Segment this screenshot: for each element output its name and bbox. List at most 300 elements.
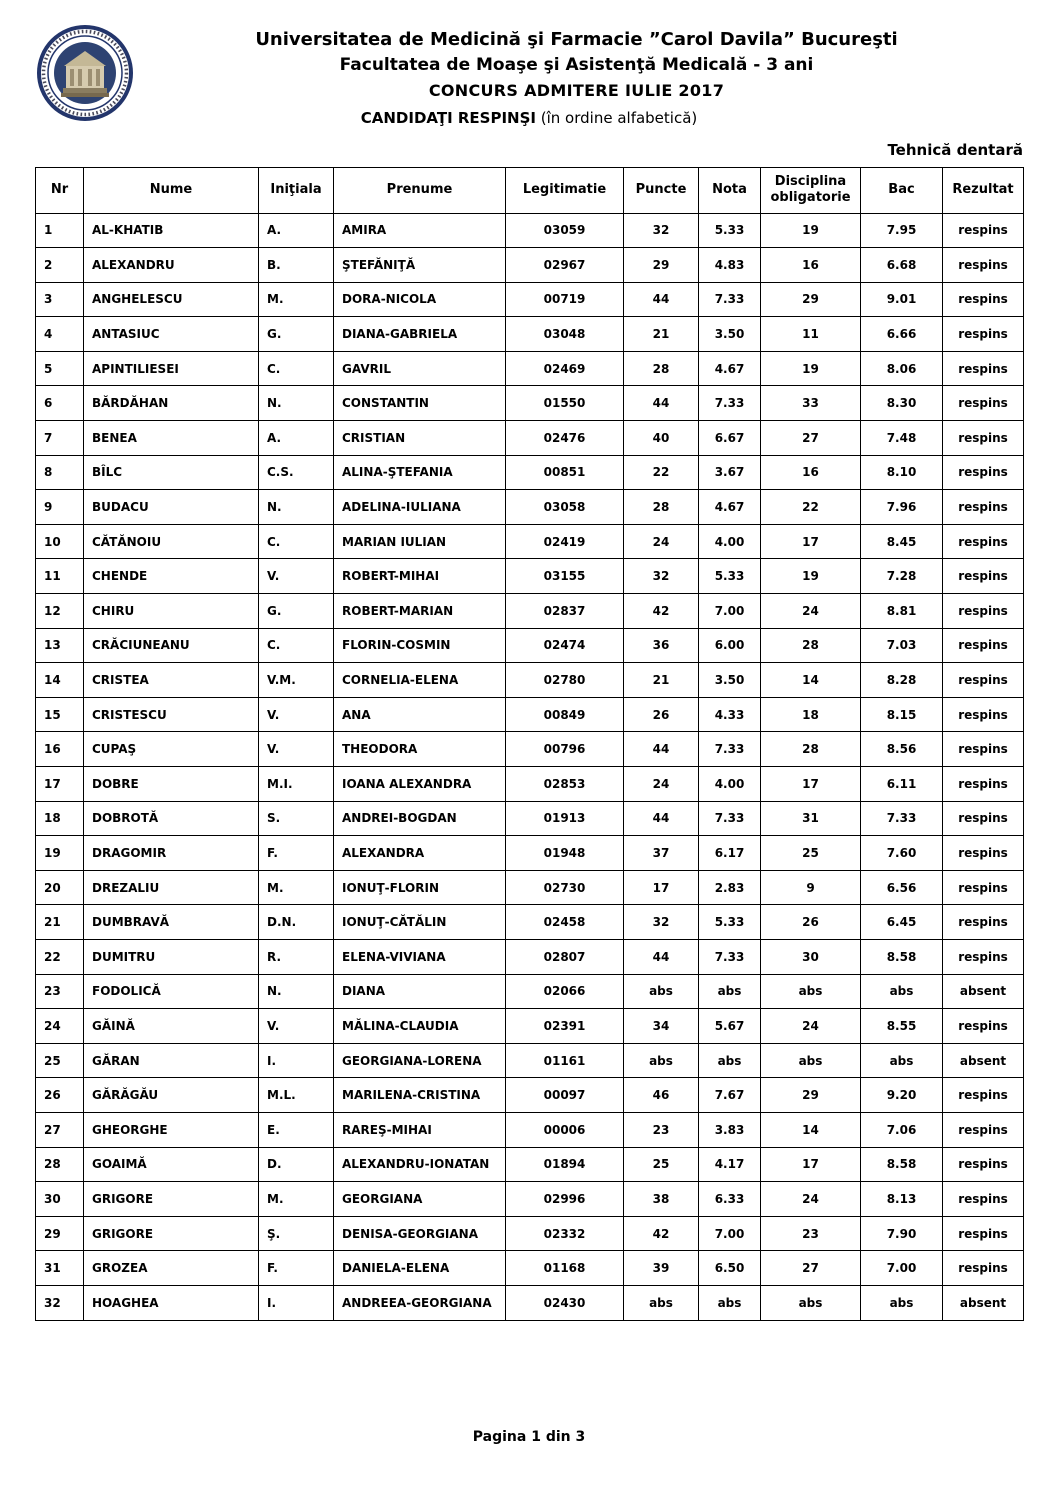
cell-nume: BÎLC <box>84 455 259 490</box>
cell-nr: 8 <box>36 455 84 490</box>
cell-prenume: MARILENA-CRISTINA <box>334 1078 506 1113</box>
cell-legitimatie: 02332 <box>506 1216 624 1251</box>
cell-rezultat: respins <box>943 697 1024 732</box>
cell-nr: 11 <box>36 559 84 594</box>
cell-nota: 4.67 <box>699 351 761 386</box>
cell-nr: 22 <box>36 939 84 974</box>
cell-nr: 27 <box>36 1112 84 1147</box>
table-body <box>36 213 1024 1320</box>
cell-nr: 1 <box>36 213 84 248</box>
cell-prenume: ANDREEA-GEORGIANA <box>334 1285 506 1320</box>
cell-nr: 30 <box>36 1182 84 1217</box>
cell-nume: GOAIMĂ <box>84 1147 259 1182</box>
cell-nume: DUMBRAVĂ <box>84 905 259 940</box>
cell-rezultat: respins <box>943 939 1024 974</box>
cell-initiala: C. <box>259 524 334 559</box>
cell-puncte: 42 <box>624 594 699 629</box>
table-row <box>36 248 1024 283</box>
cell-initiala: G. <box>259 594 334 629</box>
cell-prenume: ALINA-ŞTEFANIA <box>334 455 506 490</box>
table-row <box>36 628 1024 663</box>
cell-nota: 4.83 <box>699 248 761 283</box>
cell-puncte: 21 <box>624 317 699 352</box>
table-row <box>36 1182 1024 1217</box>
cell-initiala: M.L. <box>259 1078 334 1113</box>
cell-bac: abs <box>861 974 943 1009</box>
cell-initiala: F. <box>259 1251 334 1286</box>
cell-bac: 7.00 <box>861 1251 943 1286</box>
cell-nota: 4.00 <box>699 524 761 559</box>
table-row <box>36 767 1024 802</box>
cell-rezultat: respins <box>943 248 1024 283</box>
cell-legitimatie: 01894 <box>506 1147 624 1182</box>
cell-legitimatie: 00006 <box>506 1112 624 1147</box>
cell-disciplina-obligatorie: 27 <box>761 421 861 456</box>
col-header-prenume: Prenume <box>334 167 506 213</box>
cell-rezultat: respins <box>943 732 1024 767</box>
cell-nr: 12 <box>36 594 84 629</box>
cell-nr: 23 <box>36 974 84 1009</box>
col-header-legitimatie: Legitimatie <box>506 167 624 213</box>
table-row <box>36 697 1024 732</box>
cell-disciplina-obligatorie: abs <box>761 1285 861 1320</box>
cell-nr: 32 <box>36 1285 84 1320</box>
cell-rezultat: respins <box>943 1216 1024 1251</box>
cell-nota: 6.67 <box>699 421 761 456</box>
cell-initiala: V. <box>259 1009 334 1044</box>
cell-nota: 5.33 <box>699 905 761 940</box>
cell-bac: 6.56 <box>861 870 943 905</box>
cell-nume: BUDACU <box>84 490 259 525</box>
cell-nota: 5.67 <box>699 1009 761 1044</box>
cell-prenume: THEODORA <box>334 732 506 767</box>
table-row <box>36 870 1024 905</box>
cell-puncte: 44 <box>624 801 699 836</box>
cell-rezultat: respins <box>943 1182 1024 1217</box>
cell-prenume: MARIAN IULIAN <box>334 524 506 559</box>
cell-nr: 17 <box>36 767 84 802</box>
cell-puncte: 36 <box>624 628 699 663</box>
cell-disciplina-obligatorie: 29 <box>761 282 861 317</box>
cell-nota: abs <box>699 1285 761 1320</box>
cell-nota: 6.33 <box>699 1182 761 1217</box>
col-header-bac: Bac <box>861 167 943 213</box>
cell-nr: 25 <box>36 1043 84 1078</box>
cell-prenume: ALEXANDRA <box>334 836 506 871</box>
cell-disciplina-obligatorie: 24 <box>761 1009 861 1044</box>
cell-legitimatie: 02837 <box>506 594 624 629</box>
cell-bac: 7.03 <box>861 628 943 663</box>
cell-nr: 7 <box>36 421 84 456</box>
cell-nota: 7.33 <box>699 386 761 421</box>
cell-rezultat: respins <box>943 386 1024 421</box>
cell-puncte: 42 <box>624 1216 699 1251</box>
table-row <box>36 1147 1024 1182</box>
cell-bac: 7.90 <box>861 1216 943 1251</box>
cell-nota: 6.00 <box>699 628 761 663</box>
cell-nota: 4.67 <box>699 490 761 525</box>
cell-bac: 8.10 <box>861 455 943 490</box>
cell-initiala: A. <box>259 421 334 456</box>
cell-rezultat: respins <box>943 213 1024 248</box>
col-header-nume: Nume <box>84 167 259 213</box>
cell-bac: 8.28 <box>861 663 943 698</box>
cell-initiala: M.I. <box>259 767 334 802</box>
table-row <box>36 732 1024 767</box>
subtitle <box>0 109 1058 127</box>
cell-nr: 19 <box>36 836 84 871</box>
cell-nr: 14 <box>36 663 84 698</box>
cell-legitimatie: 02430 <box>506 1285 624 1320</box>
cell-puncte: abs <box>624 974 699 1009</box>
cell-initiala: Ş. <box>259 1216 334 1251</box>
cell-nota: 7.33 <box>699 732 761 767</box>
table-row <box>36 1043 1024 1078</box>
cell-nota: 7.00 <box>699 594 761 629</box>
cell-disciplina-obligatorie: 19 <box>761 351 861 386</box>
cell-nume: BĂRDĂHAN <box>84 386 259 421</box>
cell-puncte: 32 <box>624 905 699 940</box>
cell-rezultat: respins <box>943 767 1024 802</box>
col-header-disciplina-obligatorie: Disciplina obligatorie <box>761 167 861 213</box>
cell-initiala: V.M. <box>259 663 334 698</box>
cell-rezultat: respins <box>943 559 1024 594</box>
cell-disciplina-obligatorie: abs <box>761 1043 861 1078</box>
table-row <box>36 421 1024 456</box>
cell-nume: ALEXANDRU <box>84 248 259 283</box>
cell-rezultat: respins <box>943 628 1024 663</box>
cell-legitimatie: 02780 <box>506 663 624 698</box>
cell-nume: DUMITRU <box>84 939 259 974</box>
cell-rezultat: respins <box>943 836 1024 871</box>
cell-disciplina-obligatorie: 17 <box>761 767 861 802</box>
table-row <box>36 974 1024 1009</box>
cell-legitimatie: 03048 <box>506 317 624 352</box>
cell-rezultat: respins <box>943 594 1024 629</box>
cell-nume: GĂINĂ <box>84 1009 259 1044</box>
cell-nota: 5.33 <box>699 213 761 248</box>
cell-nume: CRĂCIUNEANU <box>84 628 259 663</box>
footer-page-number: Pagina 1 din 3 <box>472 1429 586 1445</box>
cell-nume: ANTASIUC <box>84 317 259 352</box>
cell-prenume: GEORGIANA-LORENA <box>334 1043 506 1078</box>
cell-initiala: B. <box>259 248 334 283</box>
cell-disciplina-obligatorie: 14 <box>761 663 861 698</box>
cell-initiala: N. <box>259 386 334 421</box>
cell-nume: GRIGORE <box>84 1216 259 1251</box>
table-row <box>36 1009 1024 1044</box>
cell-prenume: DANIELA-ELENA <box>334 1251 506 1286</box>
cell-nr: 4 <box>36 317 84 352</box>
cell-nota: 6.50 <box>699 1251 761 1286</box>
cell-disciplina-obligatorie: 19 <box>761 559 861 594</box>
cell-nr: 5 <box>36 351 84 386</box>
cell-puncte: abs <box>624 1285 699 1320</box>
cell-nr: 26 <box>36 1078 84 1113</box>
cell-nume: CRISTEA <box>84 663 259 698</box>
cell-disciplina-obligatorie: 22 <box>761 490 861 525</box>
cell-legitimatie: 00851 <box>506 455 624 490</box>
cell-nota: 2.83 <box>699 870 761 905</box>
cell-disciplina-obligatorie: 23 <box>761 1216 861 1251</box>
cell-nr: 16 <box>36 732 84 767</box>
cell-disciplina-obligatorie: 25 <box>761 836 861 871</box>
table-row <box>36 801 1024 836</box>
cell-prenume: DENISA-GEORGIANA <box>334 1216 506 1251</box>
cell-puncte: 44 <box>624 732 699 767</box>
cell-nota: 7.33 <box>699 939 761 974</box>
cell-nota: 4.00 <box>699 767 761 802</box>
cell-puncte: abs <box>624 1043 699 1078</box>
cell-rezultat: respins <box>943 455 1024 490</box>
cell-bac: 8.06 <box>861 351 943 386</box>
table-row <box>36 905 1024 940</box>
cell-disciplina-obligatorie: 24 <box>761 1182 861 1217</box>
cell-disciplina-obligatorie: 19 <box>761 213 861 248</box>
cell-prenume: ROBERT-MIHAI <box>334 559 506 594</box>
cell-prenume: ANDREI-BOGDAN <box>334 801 506 836</box>
cell-puncte: 37 <box>624 836 699 871</box>
cell-nota: 3.67 <box>699 455 761 490</box>
cell-puncte: 22 <box>624 455 699 490</box>
cell-bac: 6.45 <box>861 905 943 940</box>
cell-nr: 18 <box>36 801 84 836</box>
cell-disciplina-obligatorie: 33 <box>761 386 861 421</box>
cell-bac: 7.48 <box>861 421 943 456</box>
col-header-puncte: Puncte <box>624 167 699 213</box>
cell-bac: 9.01 <box>861 282 943 317</box>
col-header-nota: Nota <box>699 167 761 213</box>
cell-bac: 8.58 <box>861 1147 943 1182</box>
cell-bac: 7.06 <box>861 1112 943 1147</box>
cell-legitimatie: 00719 <box>506 282 624 317</box>
cell-prenume: CRISTIAN <box>334 421 506 456</box>
cell-puncte: 44 <box>624 282 699 317</box>
cell-puncte: 32 <box>624 213 699 248</box>
cell-nume: GĂRAN <box>84 1043 259 1078</box>
table-header-row <box>36 167 1024 213</box>
cell-bac: 7.28 <box>861 559 943 594</box>
cell-nume: HOAGHEA <box>84 1285 259 1320</box>
cell-disciplina-obligatorie: 24 <box>761 594 861 629</box>
cell-initiala: C. <box>259 628 334 663</box>
cell-nota: 3.83 <box>699 1112 761 1147</box>
cell-disciplina-obligatorie: abs <box>761 974 861 1009</box>
table-row <box>36 939 1024 974</box>
cell-puncte: 40 <box>624 421 699 456</box>
cell-nume: FODOLICĂ <box>84 974 259 1009</box>
cell-puncte: 44 <box>624 386 699 421</box>
cell-initiala: S. <box>259 801 334 836</box>
cell-legitimatie: 03059 <box>506 213 624 248</box>
section-label: Tehnică dentară <box>887 140 1023 159</box>
cell-disciplina-obligatorie: 31 <box>761 801 861 836</box>
cell-prenume: ŞTEFĂNIŢĂ <box>334 248 506 283</box>
cell-initiala: M. <box>259 282 334 317</box>
cell-nota: 7.33 <box>699 282 761 317</box>
cell-disciplina-obligatorie: 29 <box>761 1078 861 1113</box>
cell-rezultat: respins <box>943 663 1024 698</box>
cell-puncte: 21 <box>624 663 699 698</box>
cell-rezultat: respins <box>943 1147 1024 1182</box>
cell-prenume: DIANA-GABRIELA <box>334 317 506 352</box>
cell-prenume: ADELINA-IULIANA <box>334 490 506 525</box>
cell-bac: 9.20 <box>861 1078 943 1113</box>
cell-bac: 6.68 <box>861 248 943 283</box>
cell-rezultat: respins <box>943 421 1024 456</box>
cell-initiala: C.S. <box>259 455 334 490</box>
col-header-initiala: Iniţiala <box>259 167 334 213</box>
cell-rezultat: respins <box>943 490 1024 525</box>
cell-nume: DOBROTĂ <box>84 801 259 836</box>
cell-nr: 29 <box>36 1216 84 1251</box>
table-row <box>36 351 1024 386</box>
table-row <box>36 594 1024 629</box>
cell-nota: 3.50 <box>699 663 761 698</box>
university-seal-logo <box>36 24 134 122</box>
table-row <box>36 524 1024 559</box>
cell-initiala: A. <box>259 213 334 248</box>
cell-nr: 24 <box>36 1009 84 1044</box>
subtitle-order-note: (în ordine alfabetică) <box>540 108 698 127</box>
table-row <box>36 663 1024 698</box>
cell-nota: 4.33 <box>699 697 761 732</box>
table-row <box>36 490 1024 525</box>
cell-nume: GROZEA <box>84 1251 259 1286</box>
cell-puncte: 39 <box>624 1251 699 1286</box>
cell-puncte: 34 <box>624 1009 699 1044</box>
cell-nr: 28 <box>36 1147 84 1182</box>
cell-nota: 3.50 <box>699 317 761 352</box>
cell-rezultat: absent <box>943 974 1024 1009</box>
title-university: Universitatea de Medicină şi Farmacie ”Carol Davila” Bucureşti <box>255 29 898 50</box>
cell-rezultat: respins <box>943 524 1024 559</box>
cell-legitimatie: 01161 <box>506 1043 624 1078</box>
cell-disciplina-obligatorie: 16 <box>761 248 861 283</box>
cell-disciplina-obligatorie: 14 <box>761 1112 861 1147</box>
cell-legitimatie: 02458 <box>506 905 624 940</box>
cell-disciplina-obligatorie: 11 <box>761 317 861 352</box>
cell-nume: DRAGOMIR <box>84 836 259 871</box>
title-faculty: Facultatea de Moaşe şi Asistenţă Medicală - 3 ani <box>339 55 814 75</box>
cell-rezultat: respins <box>943 1009 1024 1044</box>
cell-disciplina-obligatorie: 27 <box>761 1251 861 1286</box>
cell-disciplina-obligatorie: 26 <box>761 905 861 940</box>
cell-prenume: IONUŢ-CĂTĂLIN <box>334 905 506 940</box>
cell-nr: 2 <box>36 248 84 283</box>
cell-initiala: V. <box>259 697 334 732</box>
cell-prenume: GEORGIANA <box>334 1182 506 1217</box>
cell-bac: 8.13 <box>861 1182 943 1217</box>
cell-bac: 7.33 <box>861 801 943 836</box>
cell-initiala: C. <box>259 351 334 386</box>
table-row <box>36 836 1024 871</box>
cell-initiala: G. <box>259 317 334 352</box>
cell-initiala: R. <box>259 939 334 974</box>
cell-disciplina-obligatorie: 30 <box>761 939 861 974</box>
results-table <box>35 167 1024 1321</box>
cell-legitimatie: 02853 <box>506 767 624 802</box>
cell-initiala: M. <box>259 870 334 905</box>
cell-puncte: 26 <box>624 697 699 732</box>
cell-prenume: ROBERT-MARIAN <box>334 594 506 629</box>
cell-bac: 7.95 <box>861 213 943 248</box>
cell-legitimatie: 01168 <box>506 1251 624 1286</box>
cell-bac: 7.96 <box>861 490 943 525</box>
cell-rezultat: respins <box>943 282 1024 317</box>
cell-puncte: 28 <box>624 490 699 525</box>
cell-puncte: 17 <box>624 870 699 905</box>
cell-nume: CRISTESCU <box>84 697 259 732</box>
cell-rezultat: respins <box>943 351 1024 386</box>
cell-puncte: 24 <box>624 524 699 559</box>
cell-bac: abs <box>861 1285 943 1320</box>
cell-puncte: 44 <box>624 939 699 974</box>
cell-nume: GĂRĂGĂU <box>84 1078 259 1113</box>
table-row <box>36 1251 1024 1286</box>
table-row <box>36 213 1024 248</box>
title-contest: CONCURS ADMITERE IULIE 2017 <box>428 80 725 100</box>
cell-nr: 9 <box>36 490 84 525</box>
cell-puncte: 38 <box>624 1182 699 1217</box>
cell-bac: abs <box>861 1043 943 1078</box>
cell-prenume: RAREŞ-MIHAI <box>334 1112 506 1147</box>
cell-nume: DREZALIU <box>84 870 259 905</box>
cell-puncte: 32 <box>624 559 699 594</box>
cell-nume: APINTILIESEI <box>84 351 259 386</box>
cell-nota: 7.00 <box>699 1216 761 1251</box>
cell-disciplina-obligatorie: 28 <box>761 732 861 767</box>
cell-bac: 8.81 <box>861 594 943 629</box>
cell-bac: 8.30 <box>861 386 943 421</box>
cell-disciplina-obligatorie: 9 <box>761 870 861 905</box>
cell-rezultat: respins <box>943 317 1024 352</box>
cell-puncte: 46 <box>624 1078 699 1113</box>
cell-initiala: V. <box>259 559 334 594</box>
cell-legitimatie: 02476 <box>506 421 624 456</box>
cell-rezultat: absent <box>943 1285 1024 1320</box>
cell-nr: 31 <box>36 1251 84 1286</box>
col-header-nr: Nr <box>36 167 84 213</box>
cell-prenume: MĂLINA-CLAUDIA <box>334 1009 506 1044</box>
cell-disciplina-obligatorie: 18 <box>761 697 861 732</box>
cell-initiala: N. <box>259 490 334 525</box>
cell-legitimatie: 02469 <box>506 351 624 386</box>
cell-prenume: ANA <box>334 697 506 732</box>
cell-legitimatie: 02474 <box>506 628 624 663</box>
table-row <box>36 282 1024 317</box>
cell-nota: 5.33 <box>699 559 761 594</box>
cell-prenume: DIANA <box>334 974 506 1009</box>
cell-legitimatie: 00796 <box>506 732 624 767</box>
cell-nr: 6 <box>36 386 84 421</box>
cell-bac: 8.55 <box>861 1009 943 1044</box>
cell-initiala: I. <box>259 1285 334 1320</box>
cell-prenume: IOANA ALEXANDRA <box>334 767 506 802</box>
cell-initiala: D.N. <box>259 905 334 940</box>
cell-initiala: V. <box>259 732 334 767</box>
cell-initiala: M. <box>259 1182 334 1217</box>
cell-prenume: GAVRIL <box>334 351 506 386</box>
cell-prenume: ELENA-VIVIANA <box>334 939 506 974</box>
cell-prenume: DORA-NICOLA <box>334 282 506 317</box>
cell-bac: 8.56 <box>861 732 943 767</box>
cell-bac: 8.15 <box>861 697 943 732</box>
table-row <box>36 1112 1024 1147</box>
cell-bac: 6.11 <box>861 767 943 802</box>
cell-nr: 3 <box>36 282 84 317</box>
cell-puncte: 29 <box>624 248 699 283</box>
